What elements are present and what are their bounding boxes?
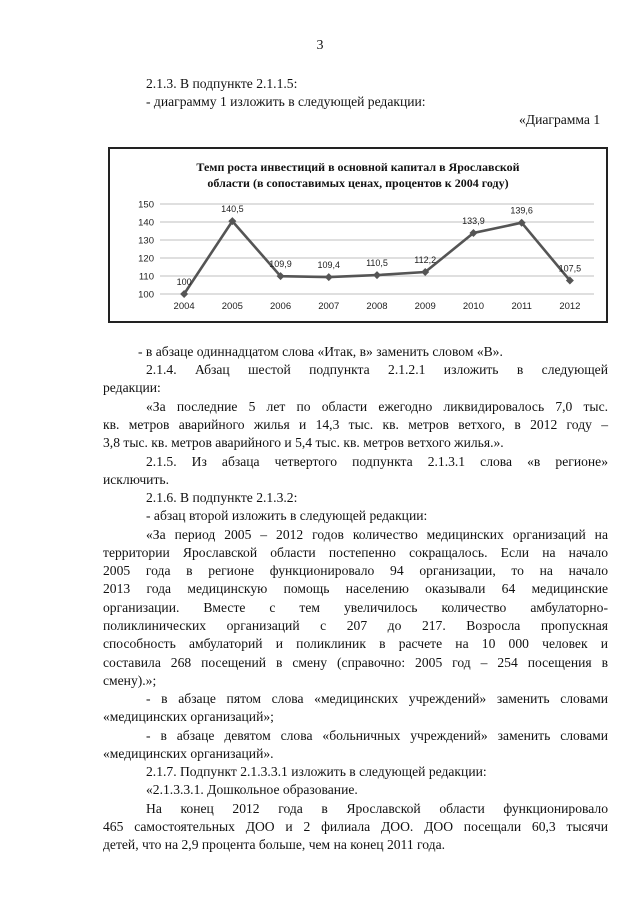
data-label: 100 [176,277,192,287]
data-label: 140,5 [221,204,244,215]
paragraph-line: 2005 года в регионе функционировало 94 организации, то на начало [103,563,608,578]
y-tick-labels [138,200,154,301]
y-tick-label: 100 [138,289,154,301]
data-label: 112,2 [414,255,437,266]
x-tick-labels [174,301,581,312]
paragraph-line: 2.1.6. В подпункте 2.1.3.2: [146,490,298,505]
chart-frame [108,147,608,323]
y-tick-label: 120 [138,253,154,265]
x-tick-label: 2008 [366,301,388,312]
x-tick-label: 2011 [511,301,532,312]
paragraph-line: - диаграмму 1 изложить в следующей редакции: [146,94,426,109]
data-label: 133,9 [462,215,485,226]
paragraph-line: организации. Вместе с тем увеличилось количество амбулаторно- [103,600,608,615]
x-tick-label: 2009 [414,301,436,312]
paragraph-line: территории Ярославской области постепенно сокращалось. Если на начало [103,545,608,560]
paragraph-line: На конец 2012 года в Ярославской области функционировало [146,801,608,816]
y-tick-label: 150 [138,199,154,211]
paragraph-line: 2.1.4. Абзац шестой подпункта 2.1.2.1 изложить в следующей [146,362,608,377]
chart-title-line: области (в сопоставимых ценах, процентов к 2004 году) [207,176,509,190]
paragraph-line: «За последние 5 лет по области ежегодно ликвидировалось 7,0 тыс. [146,399,608,414]
data-label: 109,9 [269,259,292,270]
x-tick-label: 2005 [221,301,243,312]
paragraph-line: исключить. [103,472,169,487]
data-label: 110,5 [366,258,388,269]
paragraph-line: 3,8 тыс. кв. метров аварийного и 5,4 тыс. кв. метров ветхого жилья.». [103,435,504,450]
paragraph-line: «медицинских организаций». [103,746,274,761]
paragraph-line: составила 268 посещений в смену (справочно: 2005 год – 254 посещения в [103,655,608,670]
grid-lines [160,204,594,294]
x-tick-label: 2012 [559,301,581,312]
x-tick-label: 2007 [318,301,340,312]
x-tick-label: 2004 [173,301,195,312]
data-label: 107,5 [558,263,582,274]
paragraph-line: - абзац второй изложить в следующей редакции: [146,508,428,523]
y-tick-label: 130 [138,235,154,247]
line-chart [110,149,606,321]
chart-title-line: Темп роста инвестиций в основной капитал в Ярославской [196,160,520,174]
paragraph-line: 465 самостоятельных ДОО и 2 филиала ДОО. ДОО посещали 60,3 тысячи [103,819,608,834]
paragraph-line: 2.1.5. Из абзаца четвертого подпункта 2.1.3.1 слова «в регионе» [146,454,608,469]
x-tick-label: 2006 [269,301,292,312]
paragraph-line: - в абзаце пятом слова «медицинских учреждений» заменить словами [146,691,608,706]
data-point-marker [325,273,333,281]
paragraph-line: 2.1.7. Подпункт 2.1.3.3.1 изложить в следующей редакции: [146,764,487,779]
paragraph-line: способность амбулаторий и поликлиник в расчете на 10 000 человек и [103,636,608,651]
data-point-marker [373,271,381,279]
paragraph-line: редакции: [103,380,161,395]
paragraph-line: 2.1.3. В подпункте 2.1.1.5: [146,76,298,91]
paragraph-line: «медицинских организаций»; [103,709,274,724]
x-tick-label: 2010 [462,301,485,312]
diagram-caption: «Диаграмма 1 [519,112,601,127]
paragraph-line: кв. метров аварийного жилья и 14,3 тыс. кв. метров ветхого, в 2012 году – [103,417,608,432]
paragraph-line: «2.1.3.3.1. Дошкольное образование. [146,782,358,797]
data-label: 109,4 [317,260,341,271]
paragraph-line: - в абзаце одиннадцатом слова «Итак, в» заменить словом «В». [138,344,503,359]
paragraph-line: детей, что на 2,9 процента больше, чем на конец 2011 года. [103,837,446,852]
paragraph-line: 2013 года медицинскую помощь населению оказывали 64 медицинские [103,581,608,596]
paragraph-line: - в абзаце девятом слова «больничных учреждений» заменить словами [146,728,608,743]
y-tick-label: 110 [138,271,154,283]
paragraph-line: смену).»; [103,673,157,688]
paragraph-line: поликлинических организаций с 207 до 217. Возросла пропускная [103,618,608,633]
paragraph-line: «За период 2005 – 2012 годов количество медицинских организаций на [146,527,608,542]
y-tick-label: 140 [138,217,154,229]
data-label: 139,6 [510,205,533,216]
page-number: 3 [316,38,324,53]
